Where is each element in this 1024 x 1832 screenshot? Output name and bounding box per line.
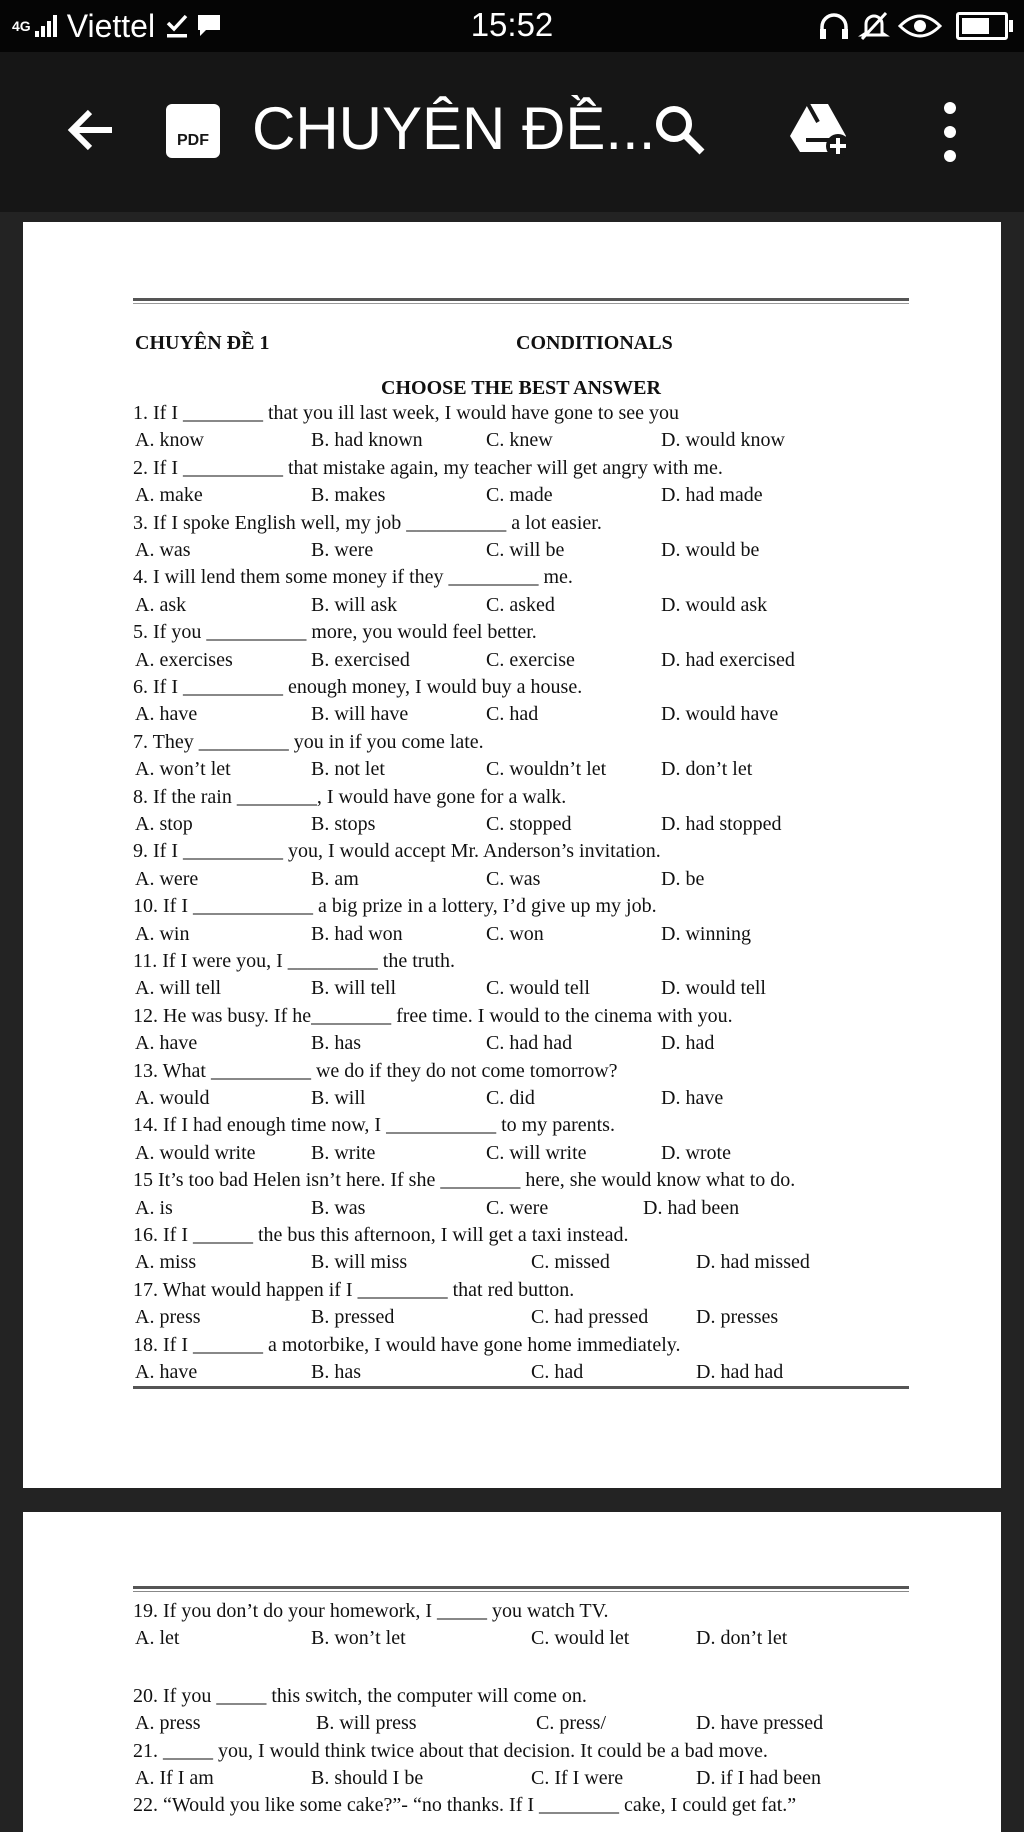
option-d: D. had had: [696, 1360, 784, 1383]
option-a: A. have: [135, 1032, 198, 1055]
answer-options: [133, 482, 909, 509]
question-text: 8. If the rain ________, I would have gone for a walk.: [133, 785, 567, 808]
option-b: B. am: [311, 867, 359, 890]
option-b: B. exercised: [311, 648, 410, 671]
option-c: C. asked: [486, 593, 555, 616]
option-d: D. would have: [661, 703, 779, 726]
question-text: 22. “Would you like some cake?”- “no thanks. If I ________ cake, I could get fat.”: [133, 1794, 797, 1817]
option-c: C. had: [531, 1360, 584, 1383]
option-c: C. will be: [486, 539, 565, 561]
option-b: B. had won: [311, 922, 403, 945]
answer-options: [133, 1304, 909, 1331]
status-bar: [0, 0, 1024, 52]
question-list: [133, 1598, 909, 1820]
question-text: 12. He was busy. If he________ free time. I would to the cinema with you.: [133, 1004, 733, 1027]
option-c: C. missed: [531, 1251, 610, 1274]
answer-options: [133, 1765, 909, 1792]
answer-options: [133, 1710, 909, 1737]
option-d: D. have: [661, 1086, 724, 1109]
option-c: C. was: [486, 867, 541, 890]
option-b: B. makes: [311, 484, 386, 507]
option-d: D. had made: [661, 484, 763, 507]
question-text: 3. If I spoke English well, my job __________ a lot easier.: [133, 511, 602, 534]
pdf-file-icon: PDF: [166, 104, 220, 158]
option-b: B. has: [311, 1360, 361, 1383]
answer-options: [133, 1249, 909, 1276]
question-text: 5. If you __________ more, you would feel better.: [133, 621, 537, 644]
question-text: 10. If I ____________ a big prize in a lottery, I’d give up my job.: [133, 895, 657, 918]
question-text: 16. If I ______ the bus this afternoon, I will get a taxi instead.: [133, 1223, 629, 1246]
option-d: D. had exercised: [661, 648, 795, 671]
option-a: A. would write: [135, 1141, 256, 1164]
option-b: B. will ask: [311, 593, 398, 616]
answer-options: [133, 866, 909, 893]
option-c: C. wouldn’t let: [486, 758, 607, 781]
option-a: A. If I am: [135, 1767, 214, 1789]
option-b: B. will miss: [311, 1251, 408, 1274]
option-b: B. not let: [311, 758, 385, 781]
option-a: A. have: [135, 703, 198, 726]
option-a: A. was: [135, 539, 191, 561]
option-b: B. will tell: [311, 977, 396, 1000]
search-icon[interactable]: [650, 100, 710, 160]
topic-title: CONDITIONALS: [516, 332, 673, 354]
option-d: D. would tell: [661, 977, 766, 1000]
option-a: A. make: [135, 484, 203, 507]
option-d: D. had missed: [696, 1251, 810, 1274]
question-text: 15 It’s too bad Helen isn’t here. If she ________ here, she would know what to do.: [133, 1169, 796, 1192]
battery-icon: [956, 12, 1008, 40]
add-to-drive-icon[interactable]: [786, 100, 852, 160]
blank-line: [133, 1653, 909, 1683]
option-d: D. winning: [661, 922, 751, 945]
question-text: 2. If I __________ that mistake again, my teacher will get angry with me.: [133, 456, 723, 479]
option-a: A. miss: [135, 1251, 197, 1274]
option-a: A. win: [135, 922, 190, 945]
option-b: B. write: [311, 1141, 376, 1164]
option-a: A. press: [135, 1306, 201, 1329]
question-text: 1. If I ________ that you ill last week, I would have gone to see you: [133, 402, 679, 424]
answer-options: [133, 427, 909, 454]
option-c: C. had pressed: [531, 1306, 649, 1329]
eye-icon: [898, 11, 942, 41]
answer-options: [133, 1359, 909, 1386]
option-c: C. had had: [486, 1032, 573, 1055]
option-b: B. will: [311, 1086, 366, 1109]
option-b: B. pressed: [311, 1306, 395, 1329]
answer-options: [133, 811, 909, 838]
clock: 15:52: [470, 6, 554, 43]
question-text: 13. What __________ we do if they do not come tomorrow?: [133, 1059, 618, 1082]
question-text: 9. If I __________ you, I would accept Mr. Anderson’s invitation.: [133, 840, 661, 863]
option-c: C. did: [486, 1086, 535, 1109]
option-b: B. won’t let: [311, 1627, 406, 1650]
option-c: C. made: [486, 484, 553, 507]
answer-options: [133, 1140, 909, 1167]
page-rule: [133, 298, 909, 304]
option-c: C. exercise: [486, 648, 575, 671]
option-a: A. won’t let: [135, 758, 231, 781]
answer-options: [133, 537, 909, 564]
page-rule: [133, 1586, 909, 1592]
option-a: A. will tell: [135, 977, 222, 1000]
option-b: B. stops: [311, 812, 376, 835]
option-d: D. wrote: [661, 1141, 731, 1164]
question-text: 4. I will lend them some money if they _________ me.: [133, 566, 573, 589]
option-d: D. would know: [661, 429, 785, 452]
option-b: B. will have: [311, 703, 409, 726]
answer-options: [133, 1195, 909, 1222]
option-a: A. have: [135, 1360, 198, 1383]
option-d: D. don’t let: [661, 758, 753, 781]
document-title: CHUYÊN ĐỀ...: [252, 95, 656, 162]
app-bar: [0, 52, 1024, 212]
option-b: B. has: [311, 1032, 361, 1055]
option-c: C. were: [486, 1196, 549, 1219]
option-c: C. would tell: [486, 977, 590, 1000]
option-c: C. would let: [531, 1627, 630, 1650]
question-list: [133, 400, 909, 1386]
answer-options: [133, 647, 909, 674]
answer-options: [133, 1625, 909, 1652]
option-c: C. will write: [486, 1141, 587, 1164]
option-b: B. was: [311, 1196, 366, 1219]
answer-options: [133, 921, 909, 948]
option-c: C. had: [486, 703, 539, 726]
option-d: D. don’t let: [696, 1627, 788, 1650]
back-arrow-icon[interactable]: [62, 100, 122, 160]
headphones-icon: [818, 11, 850, 41]
option-a: A. stop: [135, 812, 193, 835]
option-d: D. if I had been: [696, 1767, 821, 1789]
option-a: A. is: [135, 1196, 173, 1219]
more-options-icon[interactable]: [930, 100, 970, 164]
option-c: C. won: [486, 922, 544, 945]
pdf-page-1: [23, 222, 1001, 1488]
topic-label: CHUYÊN ĐỀ 1: [135, 332, 270, 354]
section-title: CHOOSE THE BEST ANSWER: [381, 377, 661, 399]
answer-options: [133, 701, 909, 728]
option-d: D. had: [661, 1032, 715, 1055]
carrier-name: Viettel: [66, 7, 156, 44]
option-a: A. let: [135, 1627, 180, 1650]
option-c: C. If I were: [531, 1767, 624, 1789]
question-text: 14. If I had enough time now, I ___________ to my parents.: [133, 1114, 615, 1137]
option-d: D. had stopped: [661, 812, 782, 835]
option-d: D. would ask: [661, 593, 768, 616]
option-b: B. will press: [316, 1712, 417, 1735]
bell-muted-icon: [858, 11, 890, 41]
option-a: A. would: [135, 1086, 210, 1109]
question-text: 17. What would happen if I _________ that red button.: [133, 1278, 575, 1301]
option-c: C. stopped: [486, 812, 572, 835]
option-d: D. have pressed: [696, 1712, 824, 1735]
pdf-page-2: [23, 1512, 1001, 1832]
option-d: D. had been: [643, 1196, 740, 1219]
question-text: 20. If you _____ this switch, the computer will come on.: [133, 1684, 587, 1707]
option-b: B. should I be: [311, 1767, 424, 1789]
question-text: 19. If you don’t do your homework, I _____ you watch TV.: [133, 1600, 609, 1622]
question-text: 6. If I __________ enough money, I would buy a house.: [133, 675, 583, 698]
option-a: A. press: [135, 1712, 201, 1735]
option-a: A. exercises: [135, 648, 233, 671]
option-d: D. would be: [661, 539, 760, 561]
page-rule: [133, 1386, 909, 1389]
answer-options: [133, 975, 909, 1002]
option-a: A. were: [135, 867, 199, 890]
answer-options: [133, 592, 909, 619]
option-a: A. ask: [135, 593, 187, 616]
option-c: C. press/: [536, 1712, 606, 1735]
option-c: C. knew: [486, 429, 553, 452]
question-text: 7. They _________ you in if you come late.: [133, 730, 484, 753]
option-b: B. had known: [311, 429, 423, 452]
option-a: A. know: [135, 429, 204, 452]
answer-options: [133, 756, 909, 783]
question-text: 18. If I _______ a motorbike, I would have gone home immediately.: [133, 1333, 681, 1356]
option-d: D. be: [661, 867, 705, 890]
network-type: 4G: [12, 18, 31, 34]
question-text: 11. If I were you, I _________ the truth.: [133, 949, 455, 972]
question-text: 21. _____ you, I would think twice about that decision. It could be a bad move.: [133, 1739, 768, 1762]
answer-options: [133, 1030, 909, 1057]
option-b: B. were: [311, 539, 374, 561]
answer-options: [133, 1085, 909, 1112]
option-d: D. presses: [696, 1306, 779, 1329]
